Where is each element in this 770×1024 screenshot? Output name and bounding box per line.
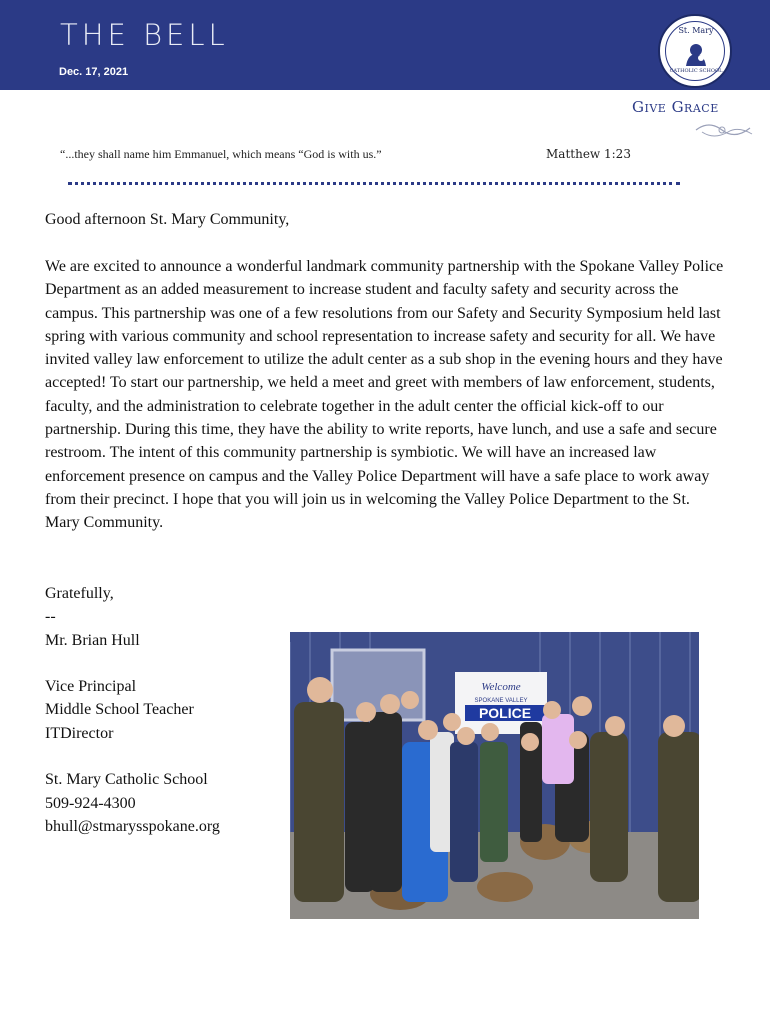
seal-top-text: St. Mary <box>678 26 714 35</box>
body-paragraph: We are excited to announce a wonderful landmark community partnership with the Spokane Valley Police Department as an added measurement to increase student and faculty safety and security across the campus. This partnership was one of a few resolutions from our Safety and Security Symposium held last spring with various community and school representation to increase safety and security for all. We have invited valley law enforcement to utilize the adult center as a sub shop in the evening hours and they have accepted! To start our partnership, we held a meet and greet with members of law enforcement, students, faculty, and the administration to celebrate together in the adult center the official kick-off to our partnership. During this time, they have the ability to write reports, have lunch, and use a safe and secure restroom. The intent of this community partnership is symbiotic. We will have an increased law enforcement presence on campus and the Valley Police Department will have a safe place to work away from their precinct. I hope that you will join us in welcoming the Valley Police Department to the St. Mary Community. <box>45 258 724 532</box>
newsletter-date: Dec. 17, 2021 <box>59 66 129 78</box>
scripture-reference: Matthew 1:23 <box>546 147 631 161</box>
motto: Give Grace <box>632 98 719 116</box>
phone-number: 509-924-4300 <box>45 794 136 812</box>
sign-welcome-text: Welcome <box>481 681 521 693</box>
flourish-ornament <box>694 118 756 140</box>
sign-police-text: POLICE <box>478 705 532 721</box>
greeting: Good afternoon St. Mary Community, <box>45 211 290 228</box>
group-photo <box>290 632 699 919</box>
sign-valley-text: SPOKANE VALLEY <box>474 698 528 704</box>
signer-name: Mr. Brian Hull <box>45 631 140 649</box>
email-address: bhull@stmarysspokane.org <box>45 817 220 835</box>
scripture-quote: “...they shall name him Emmanuel, which means “God is with us.” <box>60 147 382 161</box>
signer-title-3: ITDirector <box>45 724 114 742</box>
header-banner <box>0 0 770 90</box>
school-name: St. Mary Catholic School <box>45 771 208 789</box>
signer-title-2: Middle School Teacher <box>45 701 194 719</box>
school-seal-logo <box>658 14 732 88</box>
signer-title-1: Vice Principal <box>45 678 137 696</box>
dash: -- <box>45 608 56 626</box>
newsletter-title: THE BELL <box>60 18 229 52</box>
police-group-photo <box>290 632 699 919</box>
signature-block <box>45 582 285 838</box>
dotted-divider <box>68 182 680 185</box>
closing: Gratefully, <box>45 585 114 602</box>
seal-bottom-text: CATHOLIC SCHOOL <box>669 68 723 74</box>
